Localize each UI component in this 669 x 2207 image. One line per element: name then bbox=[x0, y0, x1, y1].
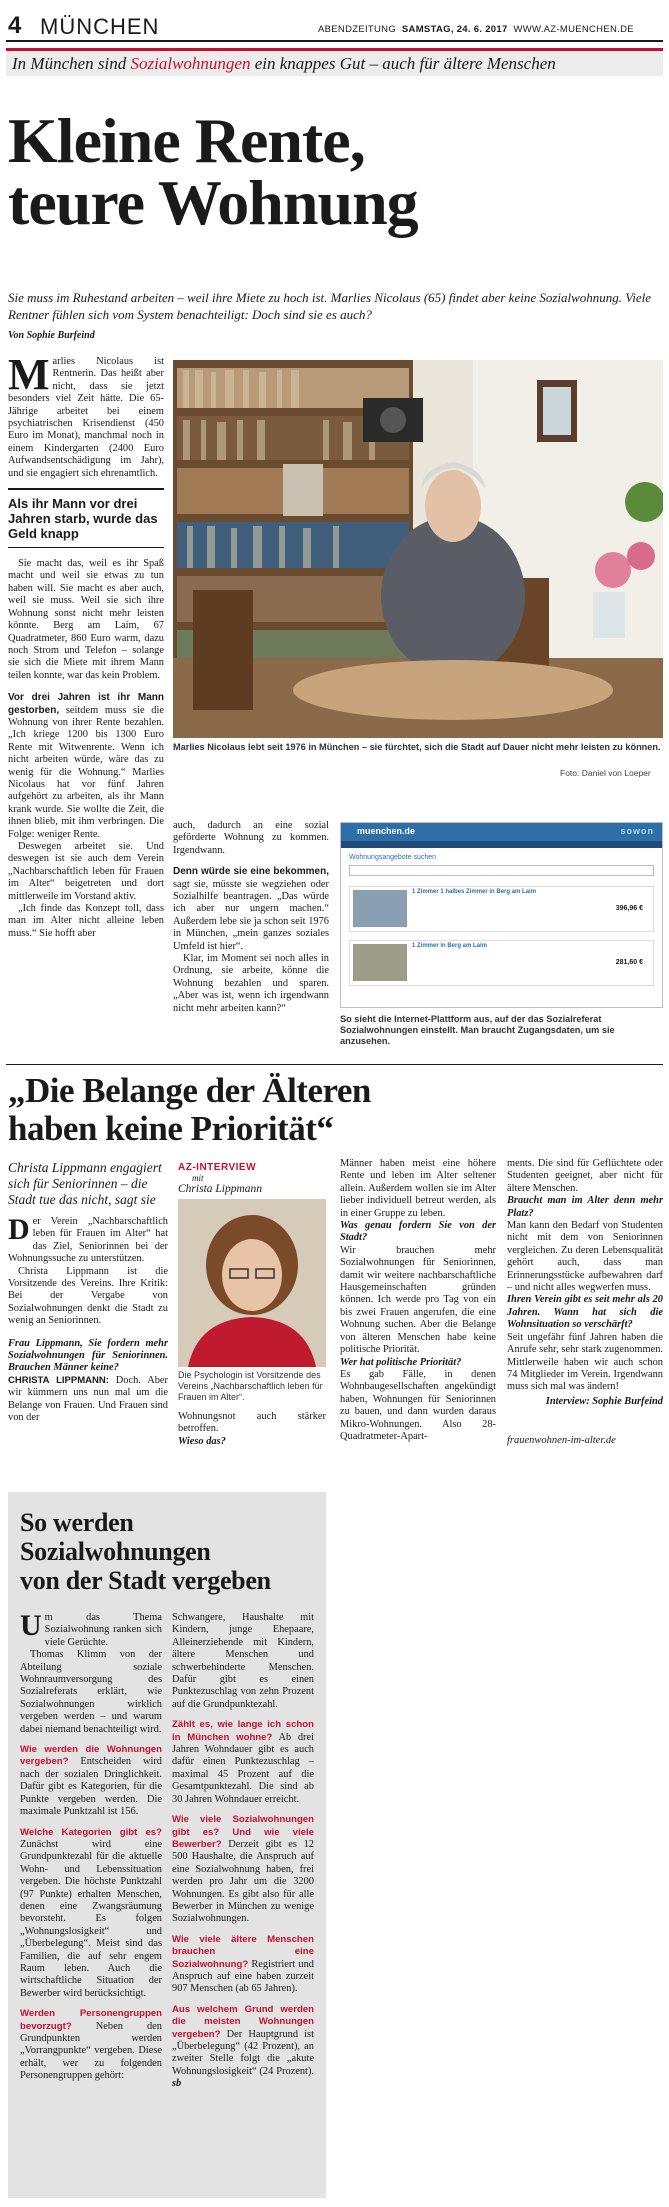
interview-dropcap: D bbox=[8, 1213, 30, 1246]
info-signature: sb bbox=[172, 2078, 182, 2090]
box-kicker: AZ-INTERVIEW bbox=[178, 1162, 257, 1173]
article-lead: Sie muss im Ruhestand arbeiten – weil ihre Miete zu hoch ist. Marlies Nicolaus (65) findet aber keine Sozialwohnung. Viele Rentner fühlen sich vom System benachteiligt: Doch sind sie es auch? bbox=[8, 290, 652, 322]
portal-listing-1[interactable] bbox=[349, 886, 654, 932]
info-title-1: So werden bbox=[20, 1508, 134, 1537]
interview-column-2: Wohnungsnot auch stärker betroffen. Wieso das? bbox=[178, 1411, 326, 1447]
interview-column-3: Männer haben meist eine höhere Rente und leben im Alter seltener allein. Außerdem wollen sie im Alter lieber individuell betreut werden, als in einer Gruppe zu leben. Was genau fordern Sie von der Stadt? Wir brauchen mehr Sozialwohnungen für Seniorinnen, damit wir weitere nachbarschaftliche Hausgemeinschaften gründen können. Ich werde pro Tag von ein bis zwei Frauen angerufen, die eine Wohnung suchen. Aber die Belange von älteren Menschen habe keine politische Priorität. Wer hat politische Priorität? Es gab Fälle, in denen Wohnbaugesellschaften angekündigt haben, Wohnungen für Seniorinnen zu bauen, und dann wurden daraus Mikro-Wohnungen. Also 28-Quadratmeter-Apart- bbox=[340, 1158, 496, 1442]
topline-highlight: Sozialwohnungen bbox=[130, 54, 251, 73]
listing-2-photo bbox=[353, 944, 407, 981]
headline-line-1: Kleine Rente, bbox=[8, 105, 365, 176]
portal-search-label: Wohnungsangebote suchen bbox=[349, 854, 437, 861]
paper-url[interactable]: WWW.AZ-MUENCHEN.DE bbox=[513, 24, 634, 35]
topline-before: In München sind bbox=[12, 54, 131, 73]
interview-column-4: ments. Die sind für Geflüchtete oder Studenten geeignet, aber nicht für ältere Menschen. Braucht man im Alter denn mehr Platz? Man kann den Bedarf von Studenten nicht mit dem von Seniorinnen vergleichen. Zu deren Lebensqualität gehört auch, dass man Erinnerungsstücke aufbewahren darf – und nicht alles wegwerfen muss. Ihren Verein gibt es seit mehr als 20 Jahren. Wann hat sich die Wohnsituation so verschärft? Seit ungefähr fünf Jahren haben die Anrufe sehr, sehr stark zugenommen. Mittlerweile haben wir auch schon 74 Mitglieder im Verein. Irgendwann muss sich mal was ändern! Interview: Sophie Burfeind bbox=[507, 1158, 663, 1407]
listing-2-title: 1 Zimmer in Berg am Laim bbox=[412, 943, 488, 949]
listing-1-price: 396,96 € bbox=[615, 905, 643, 912]
interview-headline-1: „Die Belange der Älteren bbox=[8, 1071, 371, 1110]
interview-divider bbox=[6, 1064, 663, 1065]
info-column-1: Um das Thema Sozialwohnung ranken sich viele Gerüchte. Thomas Klimm von der Abteilung soziale Wohnraumversorgung des Sozialreferats erklärt, wie Sozialwohnungen wirklich vergeben werden – und warum dabei niemand benachteiligt wird. Wie werden die Wohnungen vergeben? Entscheiden wird nach der sozialen Dringlichkeit. Dafür gibt es Kategorien, für die Punkte vergeben werden. Die maximale Punktzahl ist 156. Welche Kategorien gibt es? Zunächst wird eine Grundpunktezahl für die aktuelle Wohn- und Lebenssituation vergeben. Die höchste Punktzahl (97 Punkte) erhalten Menschen, denen eine Zwangsräumung bevorsteht. Es folgen „Wohnungslosigkeit“ und „Überbelegung“. Meist sind das Familien, die auf sehr engem Raum leben. Auch die wirtschaftliche Situation der Bewerber wird berücksichtigt. Werden Personengruppen bevorzugt? Neben den Grundpunkten werden „Vorrangpunkte“ vergeben. Diese erhält, wer zu folgenden Personengruppen gehört: bbox=[20, 1609, 162, 2082]
screenshot-caption: So sieht die Internet-Plattform aus, auf der das Sozialreferat Sozialwohnungen einstellt. Man braucht Zugangsdaten, um sie anzusehen. bbox=[340, 1014, 615, 1046]
dropcap: M bbox=[8, 350, 50, 399]
info-dropcap: U bbox=[20, 1609, 42, 1642]
photo-credit: Foto: Daniel von Loeper bbox=[560, 768, 651, 778]
interview-column-1: Christa Lippmann engagiert sich für Seniorinnen – die Stadt tue das nicht, sagt sie Der Verein „Nachbarschaftlich leben für Frauen im Alter“ hat das Ziel, Seniorinnen bei der Wohnungssuche zu unterstützen. Christa Lippmann ist die Vorsitzende des Vereins. Ihre Kritik: Bei der Vergabe von Sozialwohnungen denkt die Stadt zu wenig an Seniorinnen. Frau Lippmann, Sie fordern mehr Sozialwohnungen für Seniorinnen. Brauchen Männer keine? CHRISTA LIPPMANN: Doch. Aber wir kümmern uns nun mal um die Belange von Frauen. Und Frauen sind von der bbox=[8, 1160, 169, 1424]
column-subhead: Als ihr Mann vor drei Jahren starb, wurde das Geld knapp bbox=[8, 488, 164, 548]
portal-screenshot bbox=[340, 822, 663, 1008]
listing-2-price: 281,60 € bbox=[615, 959, 643, 966]
masthead-info bbox=[318, 24, 634, 35]
box-mit: mit bbox=[192, 1173, 204, 1183]
portal-listing-2[interactable] bbox=[349, 940, 654, 986]
paper-name: ABENDZEITUNG bbox=[318, 24, 397, 35]
topline-after: ein knappes Gut – auch für ältere Menschen bbox=[250, 54, 556, 73]
article-column-2: auch, dadurch an eine sozial geförderte Wohnung zu kommen. Irgendwann. Denn würde sie eine bekommen, sagt sie, müsste sie wegziehen oder Sozialhilfe beantragen. „Das würde ich aber nur ungern machen.“ Außerdem lebe sie ja schon seit 1976 in München, „mein ganzes soziales Umfeld ist hier“. Klar, im Moment sei noch alles in Ordnung, sie arbeite, könne die Wohnung bezahlen und sparen. „Aber was ist, wenn ich irgendwann nicht mehr arbeiten kann?“ bbox=[173, 820, 329, 1014]
article-headline bbox=[8, 105, 418, 238]
portrait-illustration bbox=[178, 1199, 326, 1367]
portrait-caption: Die Psychologin ist Vorsitzende des Vereins „Nachbarschaftlich leben für Frauen im Alter“. bbox=[178, 1370, 323, 1402]
interview-credit: Interview: Sophie Burfeind bbox=[545, 1395, 663, 1407]
headline-line-2: teure Wohnung bbox=[8, 167, 418, 238]
interview-headline bbox=[8, 1072, 371, 1148]
portal-filter-bar[interactable] bbox=[349, 865, 654, 876]
interview-box bbox=[178, 1162, 326, 1448]
issue-date: SAMSTAG, 24. 6. 2017 bbox=[401, 24, 508, 35]
interview-headline-2: haben keine Priorität“ bbox=[8, 1109, 334, 1148]
portrait-photo bbox=[178, 1199, 326, 1367]
info-column-2: Schwangere, Haushalte mit Kindern, junge Ehepaare, Alleinerziehende mit Kindern, ältere Menschen und schwerbehinderte Menschen. Dafür gibt es einen Punktezuschlag von zehn Prozent auf die Grundpunktezahl. Zählt es, wie lange ich schon in München wohne? Ab drei Jahren Wohndauer gibt es auch dafür einen Punktezuschlag – maximal 45 Prozent auf die Gesamtpunktezahl. Die sind ab 30 Jahren Wohndauer erreicht. Wie viele Sozialwohnungen gibt es? Und wie viele Bewerber? Derzeit gibt es 12 500 Haushalte, die Anspruch auf eine Sozialwohnung haben, frei werden pro Jahr um die 3200 Wohnungen. Es gibt also für alle Bewerber in München zu wenige Sozialwohnungen. Wie viele ältere Menschen brauchen eine Sozialwohnung? Registriert und Anspruch auf eine haben zurzeit 907 Menschen (ab 65 Jahren). Aus welchem Grund werden die meisten Wohnungen vergeben? Der Hauptgrund ist „Überbelegung“ (42 Prozent), an zweiter Stelle folgt die „akute Wohnungslosigkeit“ (24 Prozent). sb bbox=[172, 1612, 314, 2090]
portal-brand-left: muenchen.de bbox=[357, 826, 416, 836]
topline-text bbox=[12, 54, 556, 74]
interview-subhead: Christa Lippmann engagiert sich für Seniorinnen – die Stadt tue das nicht, sagt sie bbox=[8, 1160, 162, 1207]
interview-website[interactable]: frauenwohnen-im-alter.de bbox=[507, 1435, 616, 1446]
listing-1-photo bbox=[353, 890, 407, 927]
main-photo bbox=[173, 360, 663, 738]
portal-nav[interactable] bbox=[341, 841, 662, 848]
info-box-title bbox=[20, 1508, 271, 1595]
section-title: MÜNCHEN bbox=[40, 14, 160, 39]
box-name: Christa Lippmann bbox=[178, 1183, 263, 1195]
article-byline: Von Sophie Burfeind bbox=[8, 330, 95, 341]
header-rule bbox=[6, 40, 663, 42]
info-title-3: von der Stadt vergeben bbox=[20, 1566, 271, 1595]
photo-caption: Marlies Nicolaus lebt seit 1976 in München – sie fürchtet, sich die Stadt auf Dauer nicht mehr leisten zu können. bbox=[173, 742, 661, 752]
article-column-1: Marlies Nicolaus ist Rentnerin. Das heißt aber nicht, dass sie jetzt besonders viel Zeit hätte. Die 65-Jährige arbeitet bei einem psychiatrischen Krisendienst (450 Euro im Monat), manchmal noch in einem Kindergarten (2400 Euro Aufwandsentschädigung im Jahr), und sie engagiert sich ehrenamtlich. Als ihr Mann vor drei Jahren starb, wurde das Geld knapp Sie macht das, weil es ihr Spaß macht und weil sie etwas zu tun haben will. Sie macht es aber auch, weil sie muss. Weil sie sich ihre Wohnung sonst nicht mehr leisten könnte. Berg am Laim, 67 Quadratmeter, 860 Euro warm, dazu noch Strom und Telefon – solange sie sich die Miete mit ihrem Mann teilen konnte, war das kein Problem. Vor drei Jahren ist ihr Mann gestorben, seitdem muss sie die Wohnung von ihrer Rente bezahlen. „Ich kriege 1200 bis 1300 Euro Rente mit Witwenrente. Wenn ich nicht arbeiten würde, wäre das zu wenig für die Wohnung.“ Marlies Nicolaus hat vor fünf Jahren aufgehört zu arbeiten, als ihr Mann krank wurde. Sie wollte die Zeit, die ihnen blieb, mit ihm verbringen. Die Folge: weniger Rente. Deswegen arbeitet sie. Und deswegen ist sie auch dem Verein „Nachbarschaftlich leben für Frauen im Alter“ beigetreten und dort mittlerweile im Vorstand aktiv. „Ich finde das Konzept toll, dass man im Alter nicht alleine leben muss.“ Sie hofft aber bbox=[8, 350, 164, 939]
listing-1-title: 1 Zimmer 1 halbes Zimmer in Berg am Laim bbox=[412, 889, 537, 895]
info-title-2: Sozialwohnungen bbox=[20, 1537, 211, 1566]
page-number: 4 bbox=[8, 12, 22, 39]
portal-brand-right: sowon bbox=[620, 826, 654, 836]
portal-header bbox=[341, 823, 662, 841]
photo-illustration bbox=[173, 360, 663, 738]
